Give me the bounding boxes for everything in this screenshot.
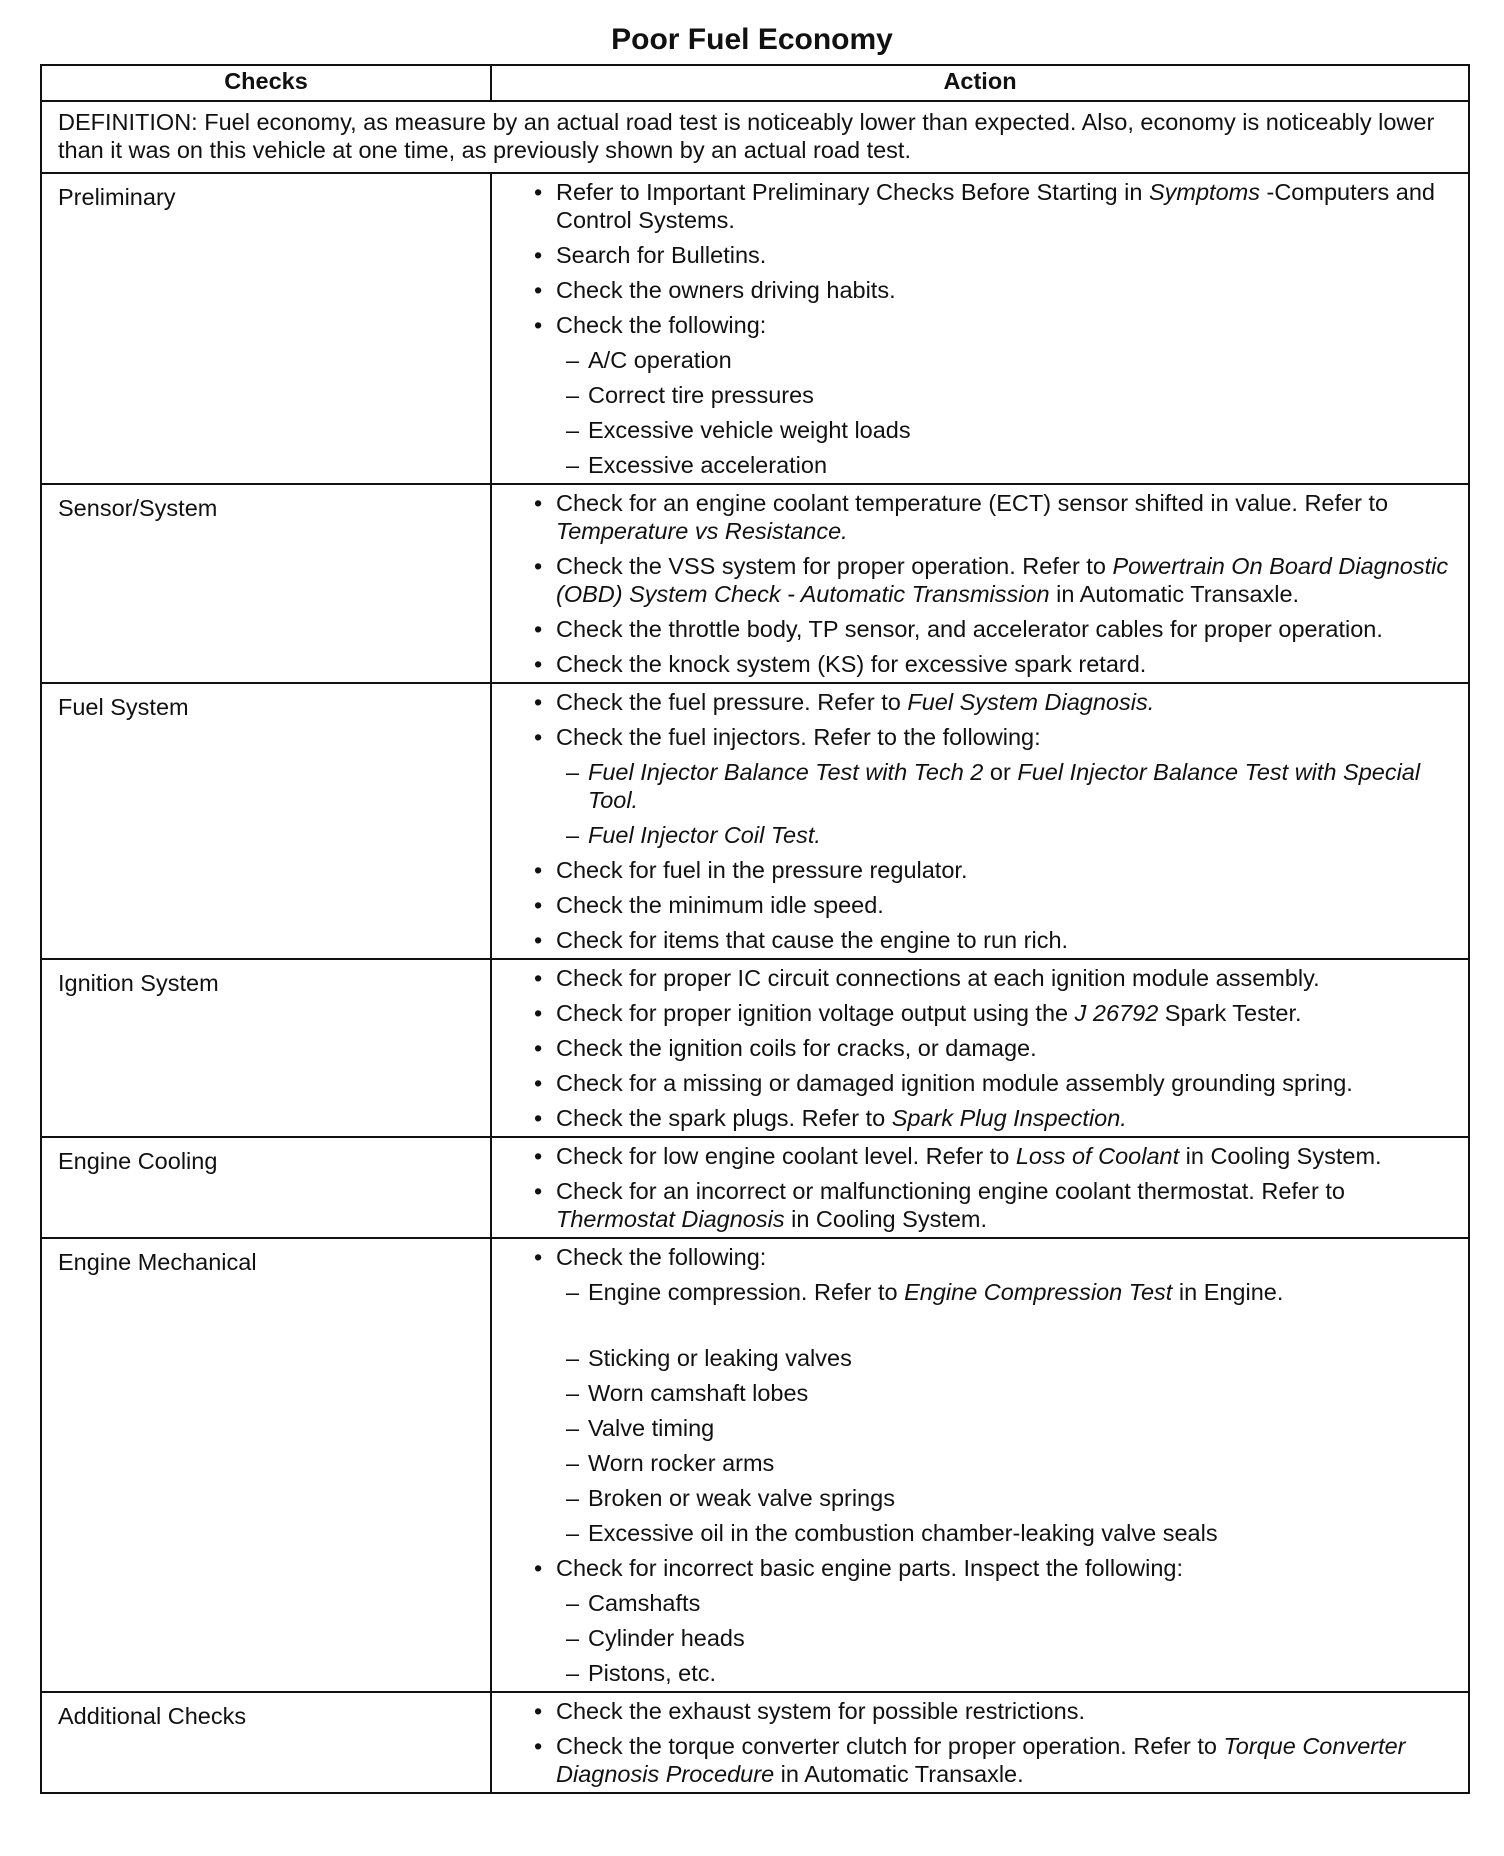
check-cell: Engine Cooling <box>41 1137 491 1238</box>
check-cell: Fuel System <box>41 683 491 959</box>
sub-item <box>530 1278 1456 1306</box>
definition-row <box>41 101 1469 173</box>
bullet-item <box>530 1104 1456 1132</box>
sub-item <box>530 821 1456 849</box>
table-row <box>41 959 1469 1137</box>
item-text: Check the following: <box>556 1244 767 1270</box>
item-text: Check the torque converter clutch for proper operation. Refer to <box>556 1733 1224 1759</box>
action-column-header: Action <box>491 65 1469 101</box>
checks-column-header: Checks <box>41 65 491 101</box>
item-text: Check for an incorrect or malfunctioning engine coolant thermostat. Refer to <box>556 1178 1345 1204</box>
reference-text: Fuel Injector Balance Test with Tech 2 <box>588 759 984 785</box>
item-text: A/C operation <box>588 347 732 373</box>
item-text: Check for items that cause the engine to run rich. <box>556 927 1069 953</box>
reference-text: Temperature vs Resistance. <box>556 518 848 544</box>
sub-item <box>530 381 1456 409</box>
action-cell <box>491 1238 1469 1692</box>
item-text: Engine compression. Refer to <box>588 1279 905 1305</box>
item-text: Check for low engine coolant level. Refer to <box>556 1143 1016 1169</box>
item-text: Search for Bulletins. <box>556 242 767 268</box>
bullet-item <box>530 1177 1456 1233</box>
bullet-item <box>530 723 1456 751</box>
sub-item <box>530 1379 1456 1407</box>
reference-text: J 26792 <box>1074 1000 1159 1026</box>
bullet-item <box>530 311 1456 339</box>
action-cell <box>491 683 1469 959</box>
item-text: Sticking or leaking valves <box>588 1345 852 1371</box>
bullet-item <box>530 615 1456 643</box>
item-text: Check the fuel pressure. Refer to <box>556 689 908 715</box>
item-text: Correct tire pressures <box>588 382 814 408</box>
reference-text: Powertrain On Board Diagnostic (OBD) System Check - Automatic Transmission <box>556 553 1449 607</box>
item-text: Check the throttle body, TP sensor, and accelerator cables for proper operation. <box>556 616 1383 642</box>
action-cell <box>491 1692 1469 1793</box>
reference-text: Torque Converter Diagnosis Procedure <box>556 1733 1406 1787</box>
bullet-item <box>530 999 1456 1027</box>
item-text: Check the exhaust system for possible restrictions. <box>556 1698 1085 1724</box>
check-cell: Additional Checks <box>41 1692 491 1793</box>
item-text: Worn rocker arms <box>588 1450 775 1476</box>
item-text: Check for incorrect basic engine parts. Inspect the following: <box>556 1555 1183 1581</box>
sub-item <box>530 1344 1456 1372</box>
sub-item <box>530 1449 1456 1477</box>
action-cell <box>491 484 1469 683</box>
table-row <box>41 1692 1469 1793</box>
action-cell <box>491 173 1469 484</box>
check-cell: Engine Mechanical <box>41 1238 491 1692</box>
bullet-item <box>530 241 1456 269</box>
reference-text: Thermostat Diagnosis <box>556 1206 785 1232</box>
sub-item <box>530 1414 1456 1442</box>
item-text: Check the ignition coils for cracks, or damage. <box>556 1035 1037 1061</box>
item-text: Camshafts <box>588 1590 701 1616</box>
item-text: Worn camshaft lobes <box>588 1380 809 1406</box>
bullet-item <box>530 688 1456 716</box>
bullet-item <box>530 1697 1456 1725</box>
bullet-item <box>530 276 1456 304</box>
item-text: in Automatic Transaxle. <box>774 1761 1024 1787</box>
item-text: Excessive acceleration <box>588 452 828 478</box>
reference-text: Symptoms <box>1148 179 1260 205</box>
item-text: Check the following: <box>556 312 767 338</box>
bullet-item <box>530 1554 1456 1582</box>
item-text: Pistons, etc. <box>588 1660 716 1686</box>
sub-item <box>530 1484 1456 1512</box>
definition-text: DEFINITION: Fuel economy, as measure by an actual road test is noticeably lower than expected. Also, economy is noticeably lower than it was on this vehicle at one time, as previously shown by an actual road test. <box>41 101 1469 173</box>
diagnostic-table <box>40 64 1470 1794</box>
page-title: Poor Fuel Economy <box>611 23 893 56</box>
bullet-item <box>530 964 1456 992</box>
item-text: Check the spark plugs. Refer to <box>556 1105 892 1131</box>
item-text: Check the fuel injectors. Refer to the following: <box>556 724 1041 750</box>
item-text: in Cooling System. <box>1179 1143 1382 1169</box>
item-text: in Cooling System. <box>784 1206 988 1232</box>
bullet-item <box>530 926 1456 954</box>
item-text: Excessive oil in the combustion chamber-leaking valve seals <box>588 1520 1218 1546</box>
sub-item <box>530 416 1456 444</box>
item-text: Valve timing <box>588 1415 715 1441</box>
item-text: -Computers and Control Systems. <box>556 179 1435 233</box>
bullet-item <box>530 856 1456 884</box>
item-text: in Automatic Transaxle. <box>1049 581 1300 607</box>
bullet-item <box>530 891 1456 919</box>
item-text: in Engine. <box>1172 1279 1284 1305</box>
item-text: Check the knock system (KS) for excessive spark retard. <box>556 651 1147 677</box>
item-text: Cylinder heads <box>588 1625 745 1651</box>
action-cell <box>491 1137 1469 1238</box>
table-row <box>41 1238 1469 1692</box>
item-text: Check for an engine coolant temperature (ECT) sensor shifted in value. Refer to <box>556 490 1389 516</box>
sub-item <box>530 1589 1456 1617</box>
bullet-item <box>530 1069 1456 1097</box>
table-row <box>41 1137 1469 1238</box>
bullet-item <box>530 1034 1456 1062</box>
item-text: Check the minimum idle speed. <box>556 892 884 918</box>
bullet-item <box>530 650 1456 678</box>
bullet-item <box>530 489 1456 545</box>
item-text: Excessive vehicle weight loads <box>588 417 911 443</box>
sub-item <box>530 758 1456 814</box>
reference-text: Fuel Injector Balance Test with Special Tool. <box>588 759 1421 813</box>
item-text: Broken or weak valve springs <box>588 1485 895 1511</box>
item-text: Check for fuel in the pressure regulator. <box>556 857 968 883</box>
reference-text: Loss of Coolant <box>1015 1143 1180 1169</box>
item-text: Check the owners driving habits. <box>556 277 896 303</box>
item-text: Check for a missing or damaged ignition module assembly grounding spring. <box>556 1070 1353 1096</box>
sub-item <box>530 1519 1456 1547</box>
bullet-item <box>530 1142 1456 1170</box>
table-row <box>41 484 1469 683</box>
reference-text: Spark Plug Inspection. <box>891 1105 1127 1131</box>
item-text: or <box>983 759 1018 785</box>
item-text: Check for proper ignition voltage output using the <box>556 1000 1075 1026</box>
bullet-item <box>530 552 1456 608</box>
bullet-item <box>530 1243 1456 1271</box>
table-header-row <box>41 65 1469 101</box>
table-body <box>41 101 1469 1793</box>
item-text: Refer to Important Preliminary Checks Before Starting in <box>556 179 1149 205</box>
reference-text: Fuel System Diagnosis. <box>907 689 1155 715</box>
bullet-item <box>530 178 1456 234</box>
reference-text: Fuel Injector Coil Test. <box>588 822 821 848</box>
action-cell <box>491 959 1469 1137</box>
check-cell: Sensor/System <box>41 484 491 683</box>
check-cell: Ignition System <box>41 959 491 1137</box>
item-text: Check the VSS system for proper operation. Refer to <box>556 553 1113 579</box>
table-row <box>41 173 1469 484</box>
sub-item <box>530 346 1456 374</box>
sub-item <box>530 451 1456 479</box>
check-cell: Preliminary <box>41 173 491 484</box>
sub-item <box>530 1624 1456 1652</box>
reference-text: Engine Compression Test <box>904 1279 1173 1305</box>
bullet-item <box>530 1732 1456 1788</box>
table-row <box>41 683 1469 959</box>
item-text: Spark Tester. <box>1158 1000 1302 1026</box>
item-text: Check for proper IC circuit connections at each ignition module assembly. <box>556 965 1320 991</box>
sub-item <box>530 1659 1456 1687</box>
